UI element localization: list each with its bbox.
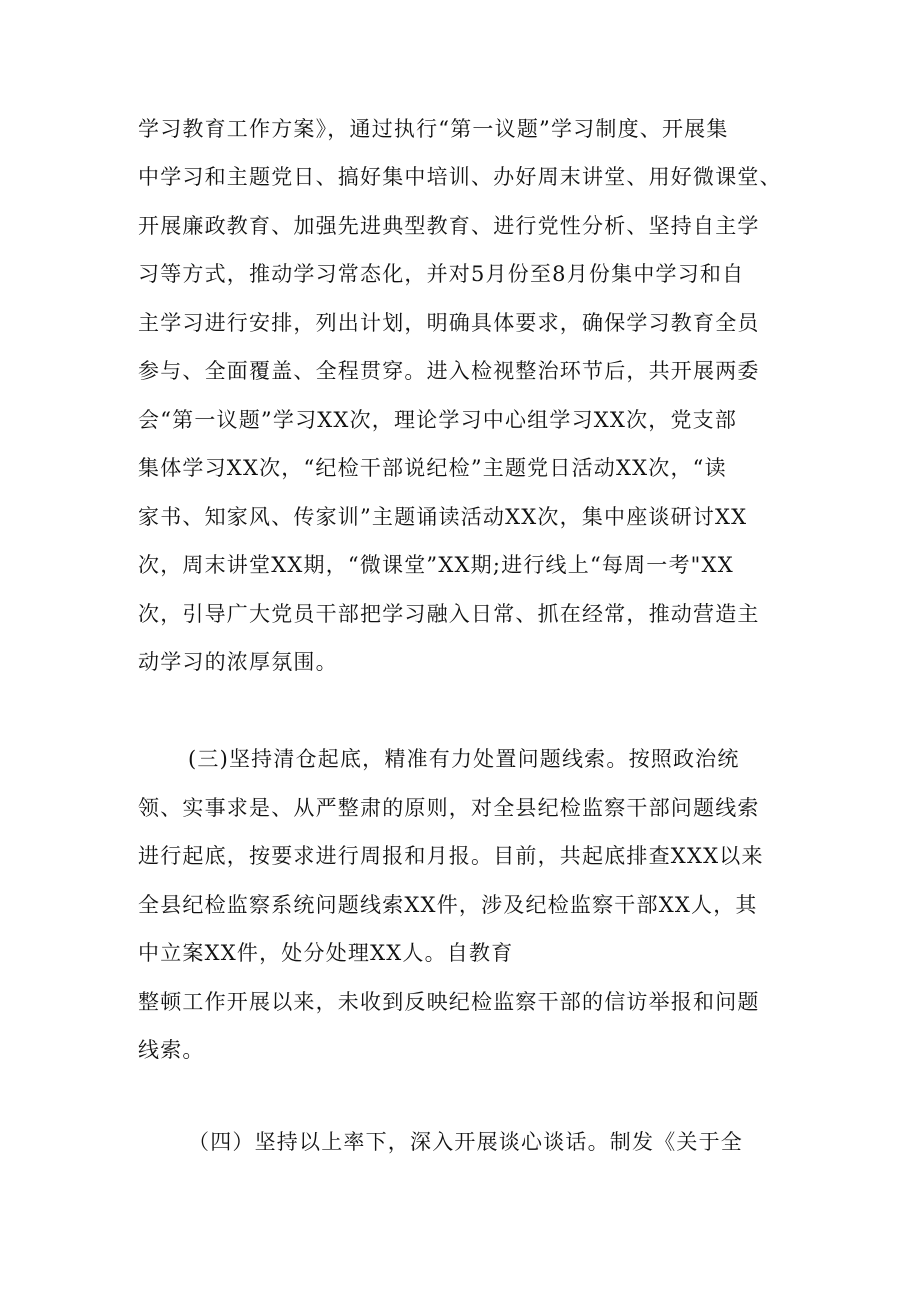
text-line: 领、实事求是、从严整肃的原则，对全县纪检监察干部问题线索: [138, 796, 760, 820]
section-heading-line: (三)坚持清仓起底，精准有力处置问题线索。按照政治统: [188, 747, 740, 771]
text-line: 学习教育工作方案》，通过执行“第一议题”学习制度、开展集: [138, 117, 729, 141]
text-line: 中学习和主题党日、搞好集中培训、办好周末讲堂、用好微课堂、: [138, 165, 782, 189]
text-line: 线索。: [138, 1038, 205, 1062]
text-line: 习等方式，推动学习常态化，并对5月份至8月份集中学习和自: [138, 262, 745, 286]
text-line: 家书、知家风、传家训”主题诵读活动XX次，集中座谈研讨XX: [138, 505, 748, 529]
text-line: 动学习的浓厚氛围。: [138, 650, 338, 674]
text-line: 中立案XX件，处分处理XX人。自教育: [138, 941, 514, 965]
section-heading-line: （四）坚持以上率下，深入开展谈心谈话。制发《关于全: [188, 1130, 743, 1154]
text-line: 参与、全面覆盖、全程贯穿。进入检视整治环节后，共开展两委: [138, 359, 760, 383]
text-line: 进行起底，按要求进行周报和月报。目前，共起底排查XXX以来: [138, 844, 764, 868]
text-line: 会“第一议题”学习XX次，理论学习中心组学习XX次，党支部: [138, 408, 738, 432]
text-line: 主学习进行安排，列出计划，明确具体要求，确保学习教育全员: [138, 311, 760, 335]
text-line: 集体学习XX次，“纪检干部说纪检”主题党日活动XX次，“读: [138, 456, 727, 480]
text-line: 整顿工作开展以来，未收到反映纪检监察干部的信访举报和问题: [138, 990, 760, 1014]
text-line: 次，引导广大党员干部把学习融入日常、抓在经常，推动营造主: [138, 602, 760, 626]
text-line: 全县纪检监察系统问题线索XX件，涉及纪检监察干部XX人，其: [138, 893, 758, 917]
text-line: 次，周末讲堂XX期，“微课堂”XX期;进行线上“每周一考"XX: [138, 553, 734, 577]
text-line: 开展廉政教育、加强先进典型教育、进行党性分析、坚持自主学: [138, 214, 760, 238]
